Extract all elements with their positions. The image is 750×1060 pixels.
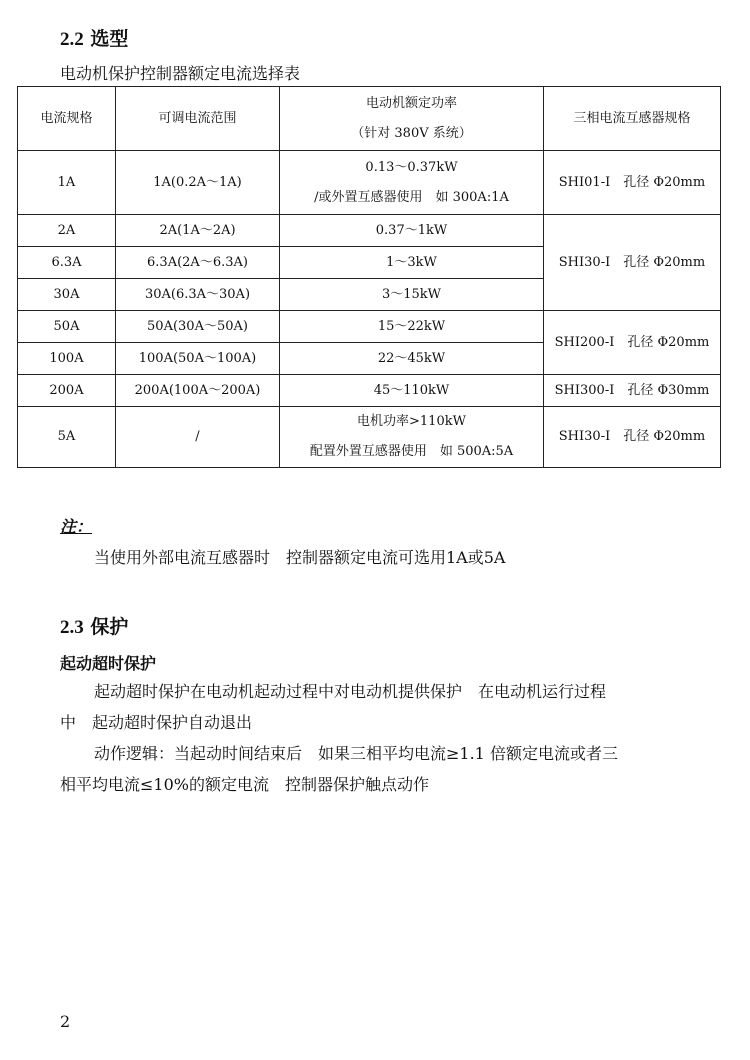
current-selection-table [17,86,721,468]
page-number: 2 [60,1012,71,1031]
table-row [18,375,721,407]
cell-range: 200A(100A～200A) [116,375,280,407]
cell-power: 45～110kW [280,375,544,407]
header-spec: 电流规格 [18,87,116,151]
cell-power [280,407,544,468]
table-row [18,407,721,468]
cell-spec: 200A [18,375,116,407]
cell-power: 22～45kW [280,343,544,375]
cell-power: 1～3kW [280,247,544,279]
section-title-text: 保护 [90,616,129,638]
cell-spec: 100A [18,343,116,375]
cell-spec: 6.3A [18,247,116,279]
table-row [18,215,721,247]
cell-ct: SHI30-I 孔径 Φ20mm [544,215,721,311]
paragraph-line: 相平均电流≤10%的额定电流 控制器保护触点动作 [60,775,429,794]
table-row [18,151,721,215]
note-label: 注： [60,517,93,536]
cell-spec: 50A [18,311,116,343]
header-power-line2: （针对 380V 系统） [351,125,472,141]
startup-timeout-heading: 起动超时保护 [60,654,157,673]
section-number: 2.3 [60,617,84,638]
section-2-3-title [60,612,128,639]
cell-spec: 1A [18,151,116,215]
note-text: 当使用外部电流互感器时 控制器额定电流可选用1A或5A [94,548,506,567]
cell-ct: SHI300-I 孔径 Φ30mm [544,375,721,407]
section-number: 2.2 [60,29,84,50]
cell-power-line1: 电机功率>110kW [357,414,466,429]
cell-ct: SHI01-I 孔径 Φ20mm [544,151,721,215]
cell-range: 6.3A(2A～6.3A) [116,247,280,279]
paragraph-line: 中 起动超时保护自动退出 [60,713,253,732]
cell-range: 100A(50A～100A) [116,343,280,375]
cell-ct: SHI200-I 孔径 Φ20mm [544,311,721,375]
cell-power: 0.37～1kW [280,215,544,247]
section-title-text: 选型 [90,28,129,50]
cell-power: 15～22kW [280,311,544,343]
paragraph-line: 起动超时保护在电动机起动过程中对电动机提供保护 在电动机运行过程 [94,682,607,701]
cell-range: / [116,407,280,468]
cell-range: 30A(6.3A～30A) [116,279,280,311]
cell-range: 50A(30A～50A) [116,311,280,343]
cell-power-line2: /或外置互感器使用 如 300A:1A [314,189,509,205]
cell-power: 3～15kW [280,279,544,311]
cell-ct: SHI30-I 孔径 Φ20mm [544,407,721,468]
cell-range: 1A(0.2A～1A) [116,151,280,215]
startup-paragraph-2 [60,738,700,800]
header-power-line1: 电动机额定功率 [365,95,457,111]
startup-paragraph-1 [60,676,700,738]
cell-power [280,151,544,215]
header-range: 可调电流范围 [116,87,280,151]
table-caption: 电动机保护控制器额定电流选择表 [60,64,301,83]
cell-spec: 2A [18,215,116,247]
cell-power-line2: 配置外置互感器使用 如 500A:5A [309,444,514,459]
table-header-row [18,87,721,151]
header-ct: 三相电流互感器规格 [544,87,721,151]
cell-spec: 30A [18,279,116,311]
cell-spec: 5A [18,407,116,468]
header-power [280,87,544,151]
cell-range: 2A(1A～2A) [116,215,280,247]
paragraph-line: 动作逻辑：当起动时间结束后 如果三相平均电流≥1.1 倍额定电流或者三 [94,744,618,763]
table-row [18,311,721,343]
section-2-2-title [60,24,128,51]
cell-power-line1: 0.13～0.37kW [365,159,458,175]
